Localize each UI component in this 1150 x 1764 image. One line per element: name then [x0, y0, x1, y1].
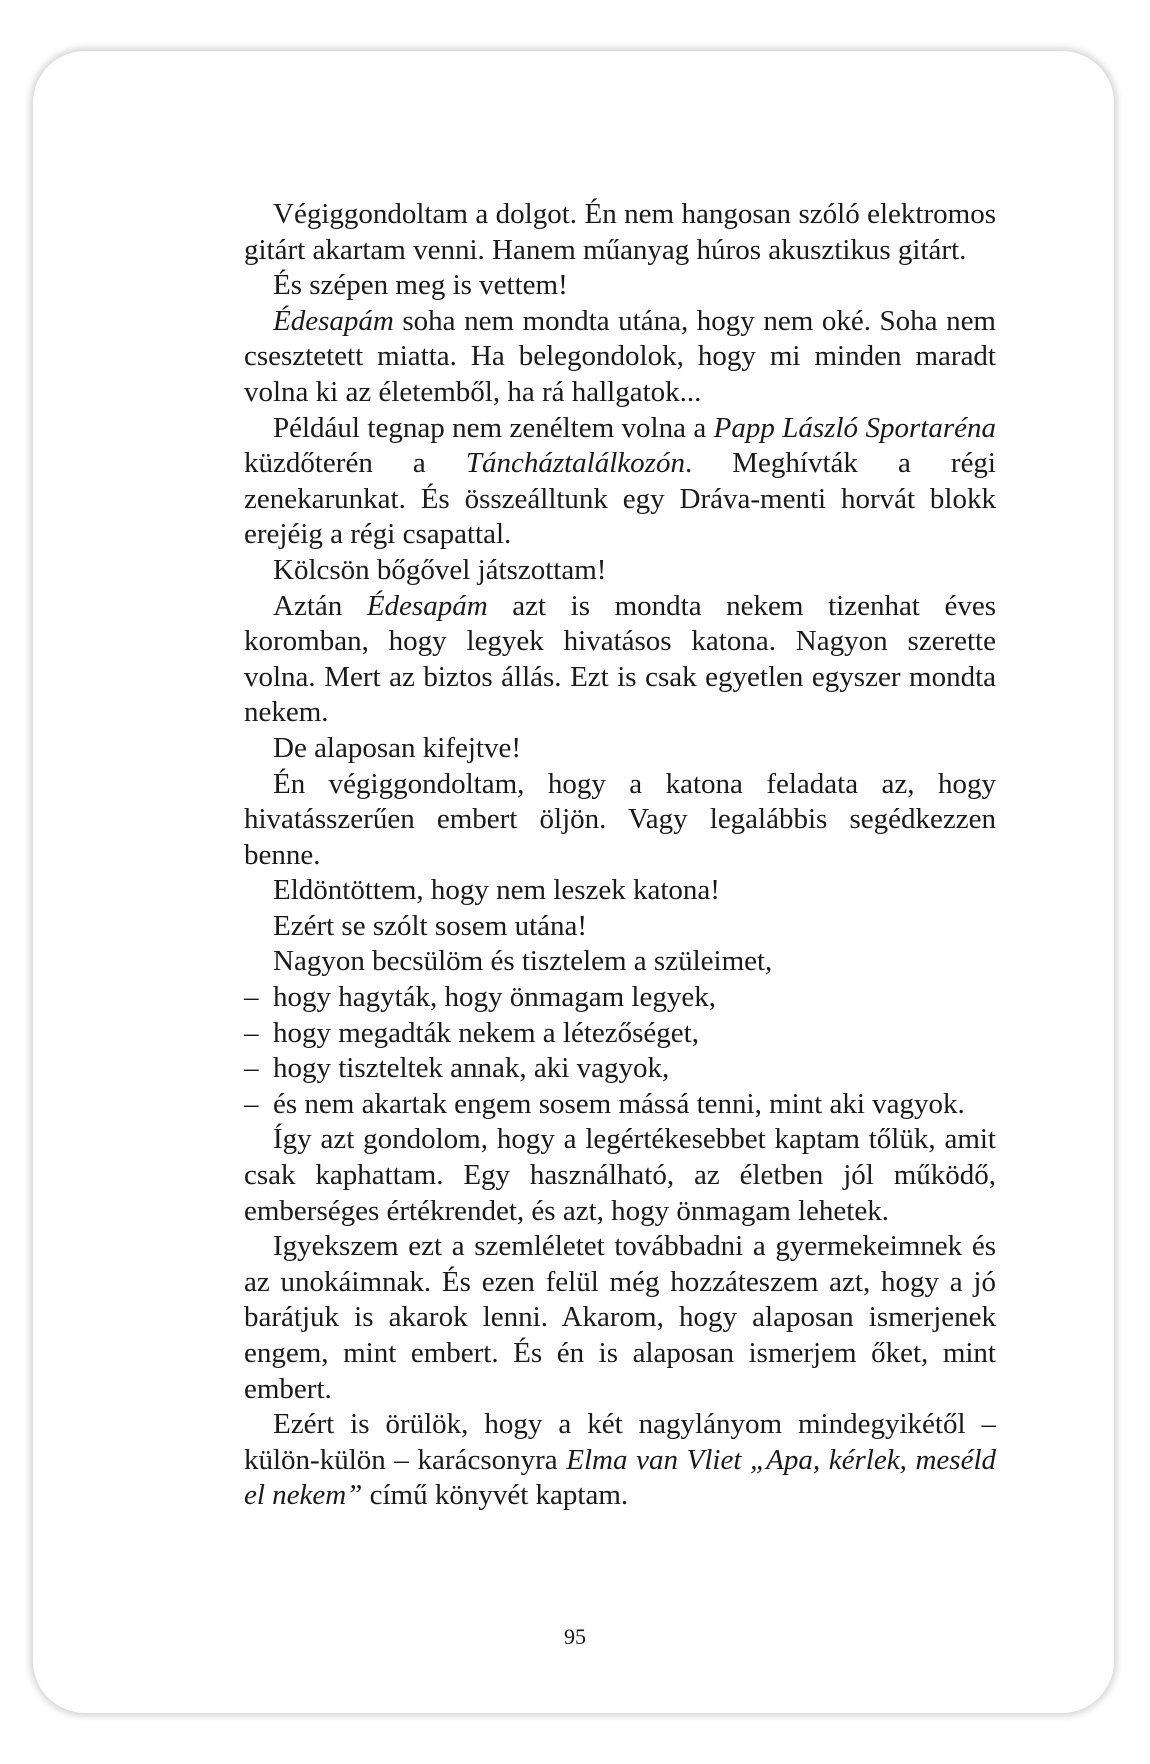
text-run: azt is mondta nekem tizenhat éves koromban, hogy legyek hivatásos katona. Nagyon szerette volna. Mert az biztos állás. Ezt is csak egyetlen egyszer mondta nekem.: [244, 589, 996, 729]
italic-run: Táncháztalálkozón: [465, 447, 685, 480]
paragraph: [244, 873, 996, 909]
paragraph: [244, 1122, 996, 1229]
paragraph: [244, 1407, 996, 1514]
text-run: Eldöntöttem, hogy nem leszek katona!: [273, 874, 720, 907]
text-run: Így azt gondolom, hogy a legértékesebbet kaptam tőlük, amit csak kaphattam. Egy használható, az életben jól működő, emberséges értékrendet, és azt, hogy önmagam lehetek.: [244, 1123, 996, 1227]
paragraph: [244, 411, 996, 553]
list-dash: –: [244, 981, 259, 1014]
italic-run: Papp László Sportaréna: [713, 411, 996, 444]
text-run: soha nem mondta utána, hogy nem oké. Soha nem csesztetett miatta. Ha belegondolok, hogy mi minden maradt volna ki az életemből, ha rá hallgatok...: [244, 304, 996, 408]
text-run: küzdőterén a: [244, 447, 466, 480]
paragraph: [244, 304, 996, 411]
italic-run: Elma van Vliet „Apa, kérlek, meséld el nekem”: [244, 1443, 997, 1512]
text-run: És szépen meg is vettem!: [273, 269, 568, 302]
paragraph: [244, 589, 996, 731]
text-run: Aztán: [273, 589, 367, 622]
list-item: [244, 1051, 996, 1087]
text-run: hogy tiszteltek annak, aki vagyok,: [273, 1052, 670, 1085]
paragraph: [244, 909, 996, 945]
text-run: Én végiggondoltam, hogy a katona feladata az, hogy hivatásszerűen embert öljön. Vagy legalábbis segédkezzen benne.: [244, 767, 996, 871]
list-dash: –: [244, 1052, 259, 1085]
paragraph: [244, 553, 996, 589]
paragraph: [244, 197, 996, 268]
text-run: című könyvét kaptam.: [362, 1479, 629, 1512]
list-item: [244, 980, 996, 1016]
text-run: Ezért se szólt sosem utána!: [273, 909, 588, 942]
page-number: 95: [564, 1624, 586, 1649]
text-run: Végiggondoltam a dolgot. Én nem hangosan szóló elektromos gitárt akartam venni. Hanem műanyag húros akusztikus gitárt.: [244, 198, 996, 266]
body-text: [244, 197, 996, 1514]
paragraph: [244, 767, 996, 874]
paragraph: [244, 944, 996, 980]
list-dash: –: [244, 1087, 259, 1120]
text-run: . Meghívták a régi zenekarunkat. És összeálltunk egy Dráva-menti horvát blokk erejéig a régi csapattal.: [244, 447, 996, 551]
text-run: De alaposan kifejtve!: [273, 731, 522, 764]
text-run: hogy megadták nekem a létezőséget,: [273, 1016, 699, 1049]
paragraph: [244, 731, 996, 767]
text-run: Nagyon becsülöm és tisztelem a szüleimet,: [273, 945, 773, 978]
paragraph: [244, 1229, 996, 1407]
text-run: Kölcsön bőgővel játszottam!: [273, 553, 607, 586]
text-run: és nem akartak engem sosem mássá tenni, mint aki vagyok.: [273, 1087, 965, 1120]
list-item: [244, 1087, 996, 1123]
list-item: [244, 1016, 996, 1052]
text-run: Például tegnap nem zenéltem volna a: [273, 411, 714, 444]
text-run: Igyekszem ezt a szemléletet továbbadni a gyermekeimnek és az unokáimnak. És ezen felül még hozzáteszem azt, hogy a jó barátjuk is akarok lenni. Akarom, hogy alaposan ismerjenek engem, mint embert. És én is alaposan ismerjem őket, mint embert.: [244, 1230, 996, 1405]
paragraph: [244, 268, 996, 304]
list-dash: –: [244, 1016, 259, 1049]
italic-run: Édesapám: [366, 589, 488, 622]
text-run: Ezért is örülök, hogy a két nagylányom mindegyikétől – külön-külön – karácsonyra: [244, 1408, 996, 1476]
italic-run: Édesapám: [273, 304, 394, 337]
text-run: hogy hagyták, hogy önmagam legyek,: [273, 981, 716, 1014]
